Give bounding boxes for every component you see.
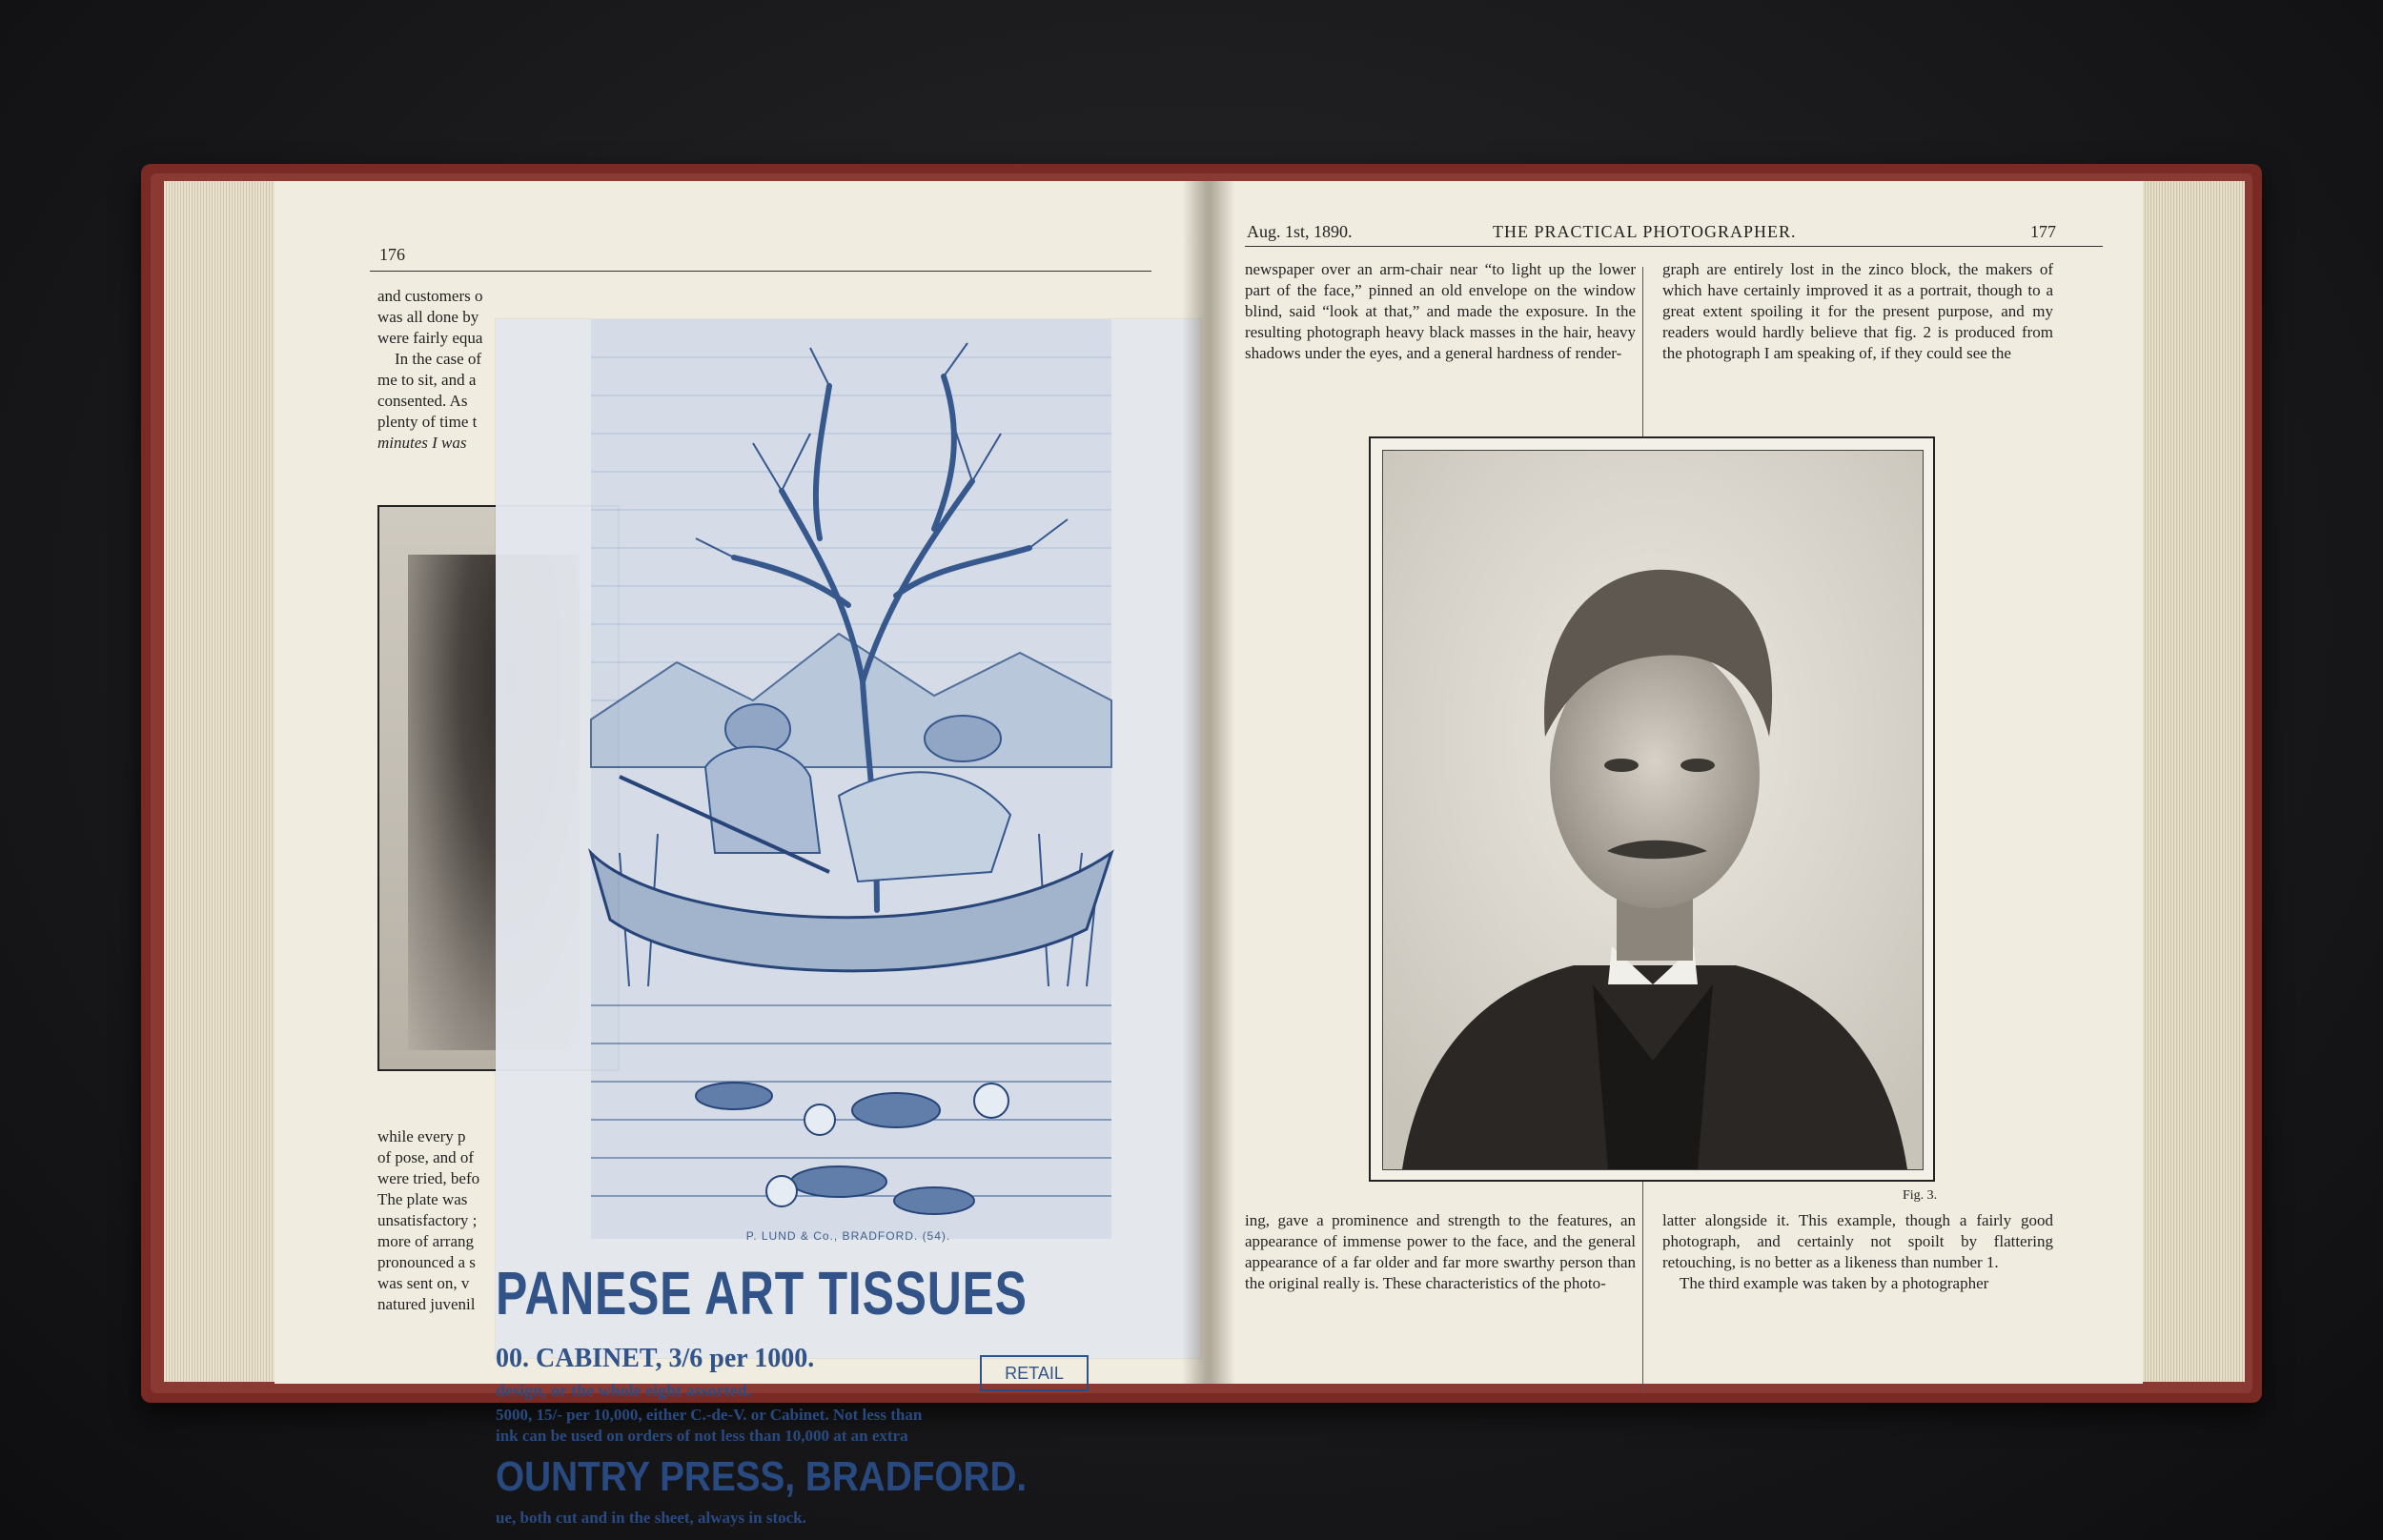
- right-page-date: Aug. 1st, 1890.: [1247, 222, 1353, 241]
- text-line: minutes I was: [377, 434, 467, 452]
- header-rule: [1245, 246, 2103, 247]
- insert-credit: P. LUND & Co., BRADFORD. (54).: [745, 1229, 951, 1243]
- text-line: consented. As: [377, 392, 468, 410]
- portrait-photo: [1382, 450, 1924, 1170]
- insert-line-3: 5000, 15/- per 10,000, either C.-de-V. or Cabinet. Not less than: [496, 1406, 923, 1424]
- right-col1-bottom: [1245, 1210, 1636, 1294]
- running-title: THE PRACTICAL PHOTOGRAPHER.: [1493, 222, 1797, 241]
- right-page: [1207, 181, 2143, 1384]
- insert-line-6: ue, both cut and in the sheet, always in stock.: [496, 1509, 806, 1527]
- paragraph: newspaper over an arm-chair near “to light up the lower part of the face,” pinned an old envelope on the window blind, said “look at that,” and made the exposure. In the resulting photograph heavy black masses in the hair, heavy shadows under the eyes, and a general hardness of render-: [1245, 260, 1636, 362]
- page-stack-right: [2140, 181, 2245, 1382]
- boat-scene-illustration: [591, 319, 1111, 1239]
- page-stack-left: [164, 181, 278, 1382]
- paragraph: The third example was taken by a photographer: [1680, 1274, 1989, 1292]
- text-line: while every p: [377, 1127, 466, 1145]
- right-page-number: 177: [2030, 222, 2056, 241]
- insert-line-1: 00. CABINET, 3/6 per 1000.: [496, 1344, 815, 1373]
- text-line: was all done by: [377, 308, 479, 326]
- man-portrait: [1383, 451, 1923, 1169]
- text-line: pronounced a s: [377, 1253, 476, 1271]
- paragraph: graph are entirely lost in the zinco block, the makers of which have certainly improved it as a portrait, though to a great extent spoiling it for the present purpose, and my readers would hardly believe that fig. 2 is produced from the photograph I am speaking of, if they could see the: [1662, 260, 2053, 362]
- art-tissue-insert: [496, 319, 1201, 1527]
- right-col2-bottom: [1662, 1210, 2053, 1294]
- text-line: and customers o: [377, 287, 483, 305]
- insert-illustration: [591, 319, 1111, 1239]
- text-line: were tried, befo: [377, 1169, 480, 1187]
- text-line: were fairly equa: [377, 329, 483, 347]
- text-line: plenty of time t: [377, 413, 478, 431]
- text-line: was sent on, v: [377, 1274, 470, 1292]
- text-line: In the case of: [395, 350, 482, 368]
- insert-line-2: design, or the whole eight assorted.: [496, 1381, 752, 1400]
- insert-title: PANESE ART TISSUES: [496, 1259, 1028, 1327]
- right-col1-top: [1245, 259, 1636, 364]
- paragraph: latter alongside it. This example, though a fairly good photograph, and certainly not spoilt by flattering retouching, is no better as a likeness than number 1.: [1662, 1211, 2053, 1271]
- left-page-number: 176: [379, 245, 405, 264]
- figure-3-photo: [1369, 436, 1935, 1182]
- insert-retail-box: RETAIL: [980, 1355, 1089, 1391]
- text-line: The plate was: [377, 1190, 468, 1208]
- text-line: natured juvenil: [377, 1295, 476, 1313]
- header-rule: [370, 271, 1151, 272]
- paragraph: ing, gave a prominence and strength to the features, an appearance of immense power to the face, and the general appearance of a far older and far more swarthy person than the original really is. These characteristics of the photo-: [1245, 1211, 1636, 1292]
- text-line: me to sit, and a: [377, 371, 477, 389]
- right-col2-top: [1662, 259, 2053, 364]
- figure-caption: Fig. 3.: [1903, 1188, 1938, 1203]
- left-page: [275, 181, 1207, 1527]
- text-line: more of arrang: [377, 1232, 475, 1250]
- text-line: of pose, and of: [377, 1148, 475, 1166]
- book-gutter: [1182, 181, 1235, 1384]
- text-line: unsatisfactory ;: [377, 1211, 478, 1229]
- insert-line-4: ink can be used on orders of not less than 10,000 at an extra: [496, 1427, 908, 1445]
- insert-line-5: OUNTRY PRESS, BRADFORD.: [496, 1453, 1028, 1500]
